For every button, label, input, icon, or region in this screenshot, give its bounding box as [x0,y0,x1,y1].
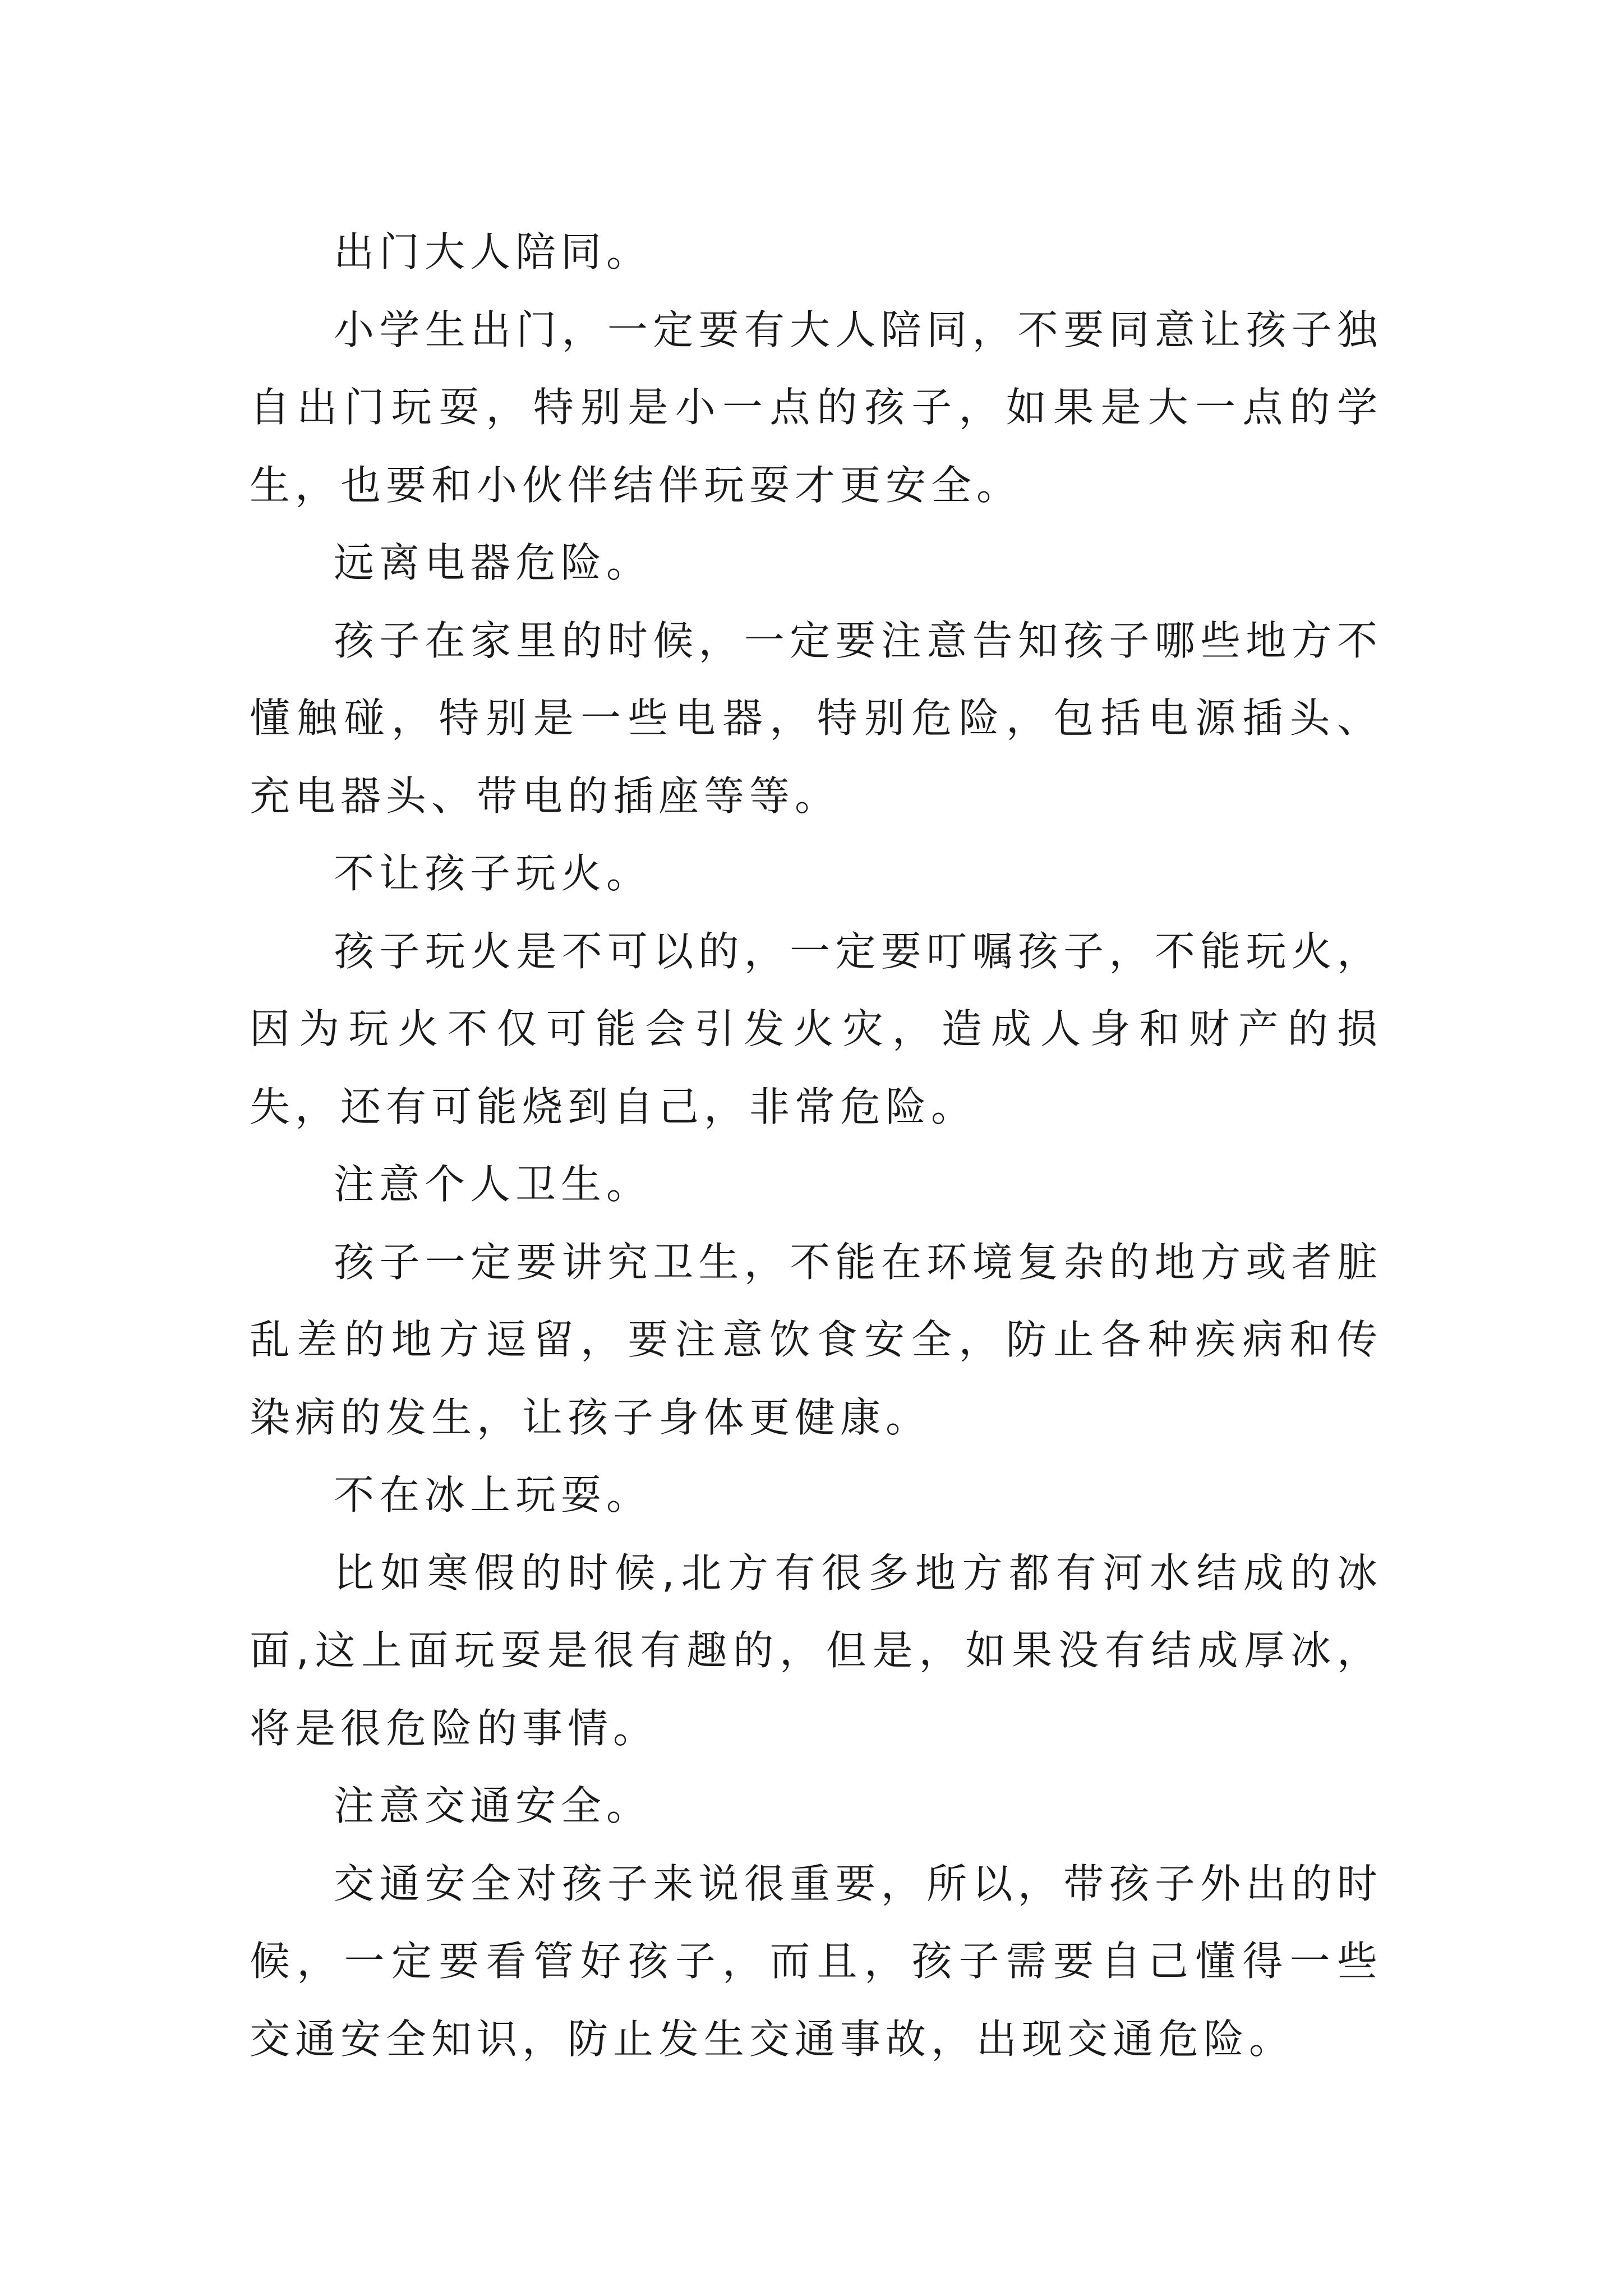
heading-no-playing-on-ice: 不在冰上玩耍。 [334,1471,652,1519]
document-page [250,213,1382,2078]
heading-go-out-with-adult: 出门大人陪同。 [334,228,652,275]
heading-electrical-danger: 远离电器危险。 [334,539,652,586]
paragraph-personal-hygiene: 孩子一定要讲究卫生，不能在环境复杂的地方或者脏乱差的地方逗留，要注意饮食安全，防止各种疾病和传染病的发生，让孩子身体更健康。 [250,1238,1382,1441]
heading-personal-hygiene: 注意个人卫生。 [334,1161,652,1208]
paragraph-traffic-safety: 交通安全对孩子来说很重要，所以，带孩子外出的时候，一定要看管好孩子，而且，孩子需要自己懂得一些交通安全知识，防止发生交通事故，出现交通危险。 [250,1860,1382,2063]
paragraph-no-playing-fire: 孩子玩火是不可以的，一定要叮嘱孩子，不能玩火，因为玩火不仅可能会引发火灾，造成人身和财产的损失，还有可能烧到自己，非常危险。 [250,927,1382,1130]
heading-traffic-safety: 注意交通安全。 [334,1782,652,1829]
paragraph-go-out-with-adult: 小学生出门，一定要有大人陪同，不要同意让孩子独自出门玩耍，特别是小一点的孩子，如果是大一点的学生，也要和小伙伴结伴玩耍才更安全。 [250,306,1382,509]
paragraph-no-playing-on-ice: 比如寒假的时候,北方有很多地方都有河水结成的冰面,这上面玩耍是很有趣的，但是，如果没有结成厚冰，将是很危险的事情。 [250,1549,1382,1752]
paragraph-electrical-danger: 孩子在家里的时候，一定要注意告知孩子哪些地方不懂触碰，特别是一些电器，特别危险，包括电源插头、充电器头、带电的插座等等。 [250,616,1382,820]
heading-no-playing-fire: 不让孩子玩火。 [334,850,652,897]
